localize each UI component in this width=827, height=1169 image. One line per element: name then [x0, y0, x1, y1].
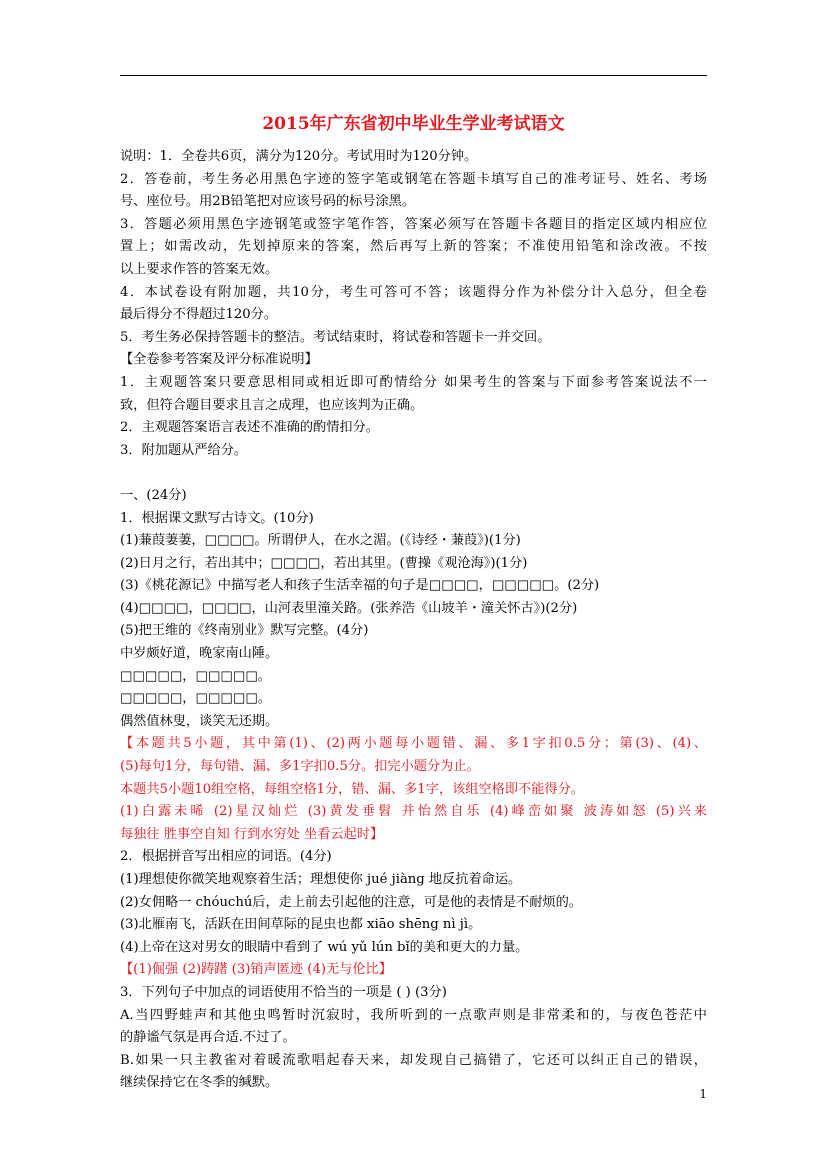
text-line: (5)每句1分，每句错、漏、多1字扣0.5分。扣完小题分为止。: [120, 759, 480, 775]
text-line: (5)把王维的《终南别业》默写完整。(4分): [120, 623, 369, 639]
text-line: 4．本试卷设有附加题，共10分，考生可答可不答；该题得分作为补偿分计入总分，但全卷: [120, 284, 707, 300]
text-line: 中岁颇好道，晚家南山陲。: [120, 646, 279, 662]
text-line: □□□□□，□□□□□。: [120, 691, 271, 707]
text-line: 号、座位号。用2B铅笔把对应该号码的标号涂黑。: [120, 194, 416, 210]
text-line: 继续保持它在冬季的缄默。: [120, 1075, 279, 1091]
text-line: (3)北雁南飞，活跃在田间草际的昆虫也都 xiāo shēng nì jì。: [120, 917, 482, 933]
document-title: 2015年广东省初中毕业生学业考试语文: [262, 114, 565, 134]
text-line: (1)理想使你微笑地观察着生活；理想使你 jué jiàng 地反抗着命运。: [120, 872, 522, 887]
text-line: A.当四野蛙声和其他虫鸣暂时沉寂时，我所听到的一点歌声则是非常柔和的，与夜色苍茫中: [120, 1007, 707, 1023]
text-line: 1．主观题答案只要意思相同或相近即可酌情给分 如果考生的答案与下面参考答案说法不一: [120, 374, 707, 390]
text-line: 每独往 胜事空自知 行到水穷处 坐看云起时】: [120, 826, 384, 842]
text-line: 置上；如需改动，先划掉原来的答案，然后再写上新的答案；不准使用铅笔和涂改液。不按: [120, 239, 707, 255]
text-line: 2．根据拼音写出相应的词语。(4分): [120, 849, 332, 865]
blank-line: [120, 462, 707, 485]
text-line: 3．下列句子中加点的词语使用不恰当的一项是 ( ) (3分): [120, 984, 447, 1000]
text-line: (2)女佣略一 chóuchú后，走上前去引起他的注意，可是他的表情是不耐烦的。: [120, 894, 582, 910]
text-line: 2．答卷前，考生务必用黑色字迹的签字笔或钢笔在答题卡填写自己的准考证号、姓名、考场: [120, 171, 707, 187]
text-line: (1)蒹葭萋萋，□□□□。所谓伊人，在水之湄。(《诗经・蒹葭》)(1分): [120, 533, 521, 549]
text-line: (4)上帝在这对男女的眼睛中看到了 wú yǔ lún bǐ的美和更大的力量。: [120, 939, 529, 955]
text-line: 5．考生务必保持答题卡的整洁。考试结束时，将试卷和答题卡一并交回。: [120, 329, 551, 345]
text-line: □□□□□，□□□□□。: [120, 668, 271, 684]
text-line: 致，但符合题目要求且言之成理，也应该判为正确。: [120, 397, 424, 413]
text-line: 偶然值林叟，谈笑无还期。: [120, 713, 279, 729]
text-line: B.如果一只主教雀对着暖流歌唱起春天来，却发现自己搞错了，它还可以纠正自己的错误，: [120, 1052, 707, 1068]
text-line: 【全卷参考答案及评分标准说明】: [120, 352, 318, 368]
text-line: (4)□□□□，□□□□，山河表里潼关路。(张养浩《山坡羊・潼关怀古》)(2分): [120, 600, 578, 616]
text-line: 的静谧气氛是再合适.不过了。: [120, 1030, 296, 1046]
text-line: 一、(24分): [120, 487, 187, 503]
text-line: 3．附加题从严给分。: [120, 442, 248, 458]
text-line: (2)日月之行，若出其中；□□□□，若出其里。(曹操《观沧海》)(1分): [120, 555, 528, 571]
page-number: 1: [699, 1087, 707, 1101]
document-body: [120, 146, 707, 1095]
text-line: (1)白露未晞 (2)星汉灿烂 (3)黄发垂髫 并怡然自乐 (4)峰峦如聚 波涛如怒 (5)兴来: [120, 804, 707, 820]
text-line: 本题共5小题10组空格，每组空格1分，错、漏、多1字，该组空格即不能得分。: [120, 781, 584, 797]
text-line: 【本题共5小题，其中第(1)、(2)两小题每小题错、漏、多1字扣0.5分；第(3)、(4)、: [120, 736, 707, 752]
text-line: 说明：1．全卷共6页，满分为120分。考试用时为120分钟。: [120, 149, 478, 164]
text-line: (3)《桃花源记》中描写老人和孩子生活幸福的句子是□□□□，□□□□□。(2分): [120, 578, 600, 594]
header-rule: [120, 75, 707, 76]
text-line: 3．答题必须用黑色字迹钢笔或签字笔作答，答案必须写在答题卡各题目的指定区域内相应位: [120, 216, 707, 232]
text-line: 1．根据课文默写古诗文。(10分): [120, 510, 314, 526]
text-line: 【(1)倔强 (2)踌躇 (3)销声匿迹 (4)无与伦比】: [120, 962, 392, 978]
text-line: 以上要求作答的答案无效。: [120, 261, 279, 277]
text-line: 最后得分不得超过120分。: [120, 307, 278, 323]
text-line: 2．主观题答案语言表述不准确的酌情扣分。: [120, 420, 379, 436]
